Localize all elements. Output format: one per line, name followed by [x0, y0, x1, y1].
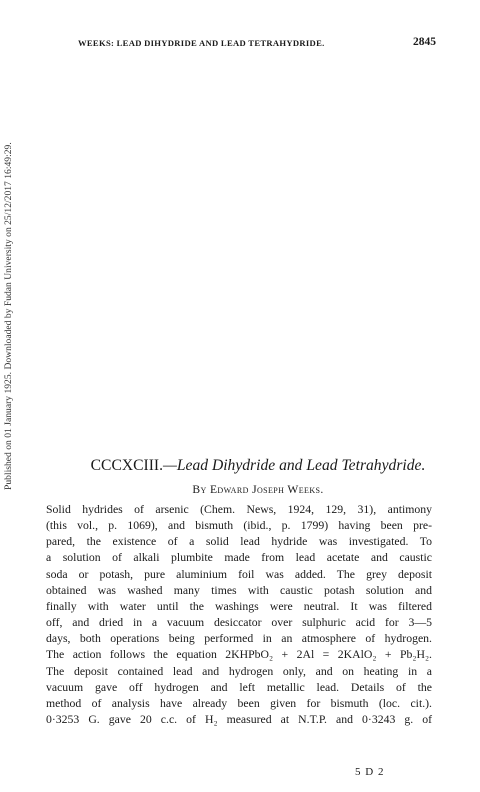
- body-line: pared, the existence of a solid lead hydride was investigated. To: [46, 535, 432, 549]
- body-line: (this vol., p. 1069), and bismuth (ibid., p. 1799) having been pre-: [46, 519, 432, 533]
- article-title: [48, 457, 468, 475]
- body-line: days, both operations being performed in an atmosphere of hydrogen.: [46, 632, 432, 646]
- body-line: 0·3253 G. gave 20 c.c. of H₂ measured at N.T.P. and 0·3243 g. of: [46, 713, 432, 727]
- download-watermark: Published on 01 January 1925. Downloaded by Fudan University on 25/12/2017 16:49:29.: [3, 142, 14, 490]
- body-line: a solution of alkali plumbite made from lead acetate and caustic: [46, 551, 432, 565]
- page-number: 2845: [413, 36, 436, 48]
- body-line: method of analysis have already been given for bismuth (loc. cit.).: [46, 696, 432, 710]
- body-line: off, and dried in a vacuum desiccator over sulphuric acid for 3—5: [46, 616, 432, 630]
- running-title: WEEKS: LEAD DIHYDRIDE AND LEAD TETRAHYDRIDE.: [78, 38, 325, 48]
- running-header: [78, 38, 436, 48]
- body-line: vacuum gave off hydrogen and left metallic lead. Details of the: [46, 680, 432, 694]
- body-line: soda or potash, pure aluminium foil was added. The grey deposit: [46, 567, 432, 581]
- body-line: Solid hydrides of arsenic (Chem. News, 1924, 129, 31), antimony: [46, 503, 432, 516]
- article-number: CCCXCIII.: [90, 457, 163, 474]
- body-line: finally with water until the washings were neutral. It was filtered: [46, 599, 432, 613]
- title-dash: —: [162, 457, 177, 474]
- body-text: [46, 502, 432, 728]
- body-line: The deposit contained lead and hydrogen only, and on heating in a: [46, 664, 432, 678]
- title-text: Lead Dihydride and Lead Tetrahydride.: [176, 457, 426, 474]
- author-byline: By Edward Joseph Weeks.: [192, 483, 324, 496]
- body-line: obtained was washed many times with caustic potash solution and: [46, 583, 432, 597]
- body-line: The action follows the equation 2KHPbO₂ + 2Al = 2KAlO₂ + Pb₂H₂.: [46, 648, 432, 662]
- signature-mark: 5 D 2: [355, 766, 385, 778]
